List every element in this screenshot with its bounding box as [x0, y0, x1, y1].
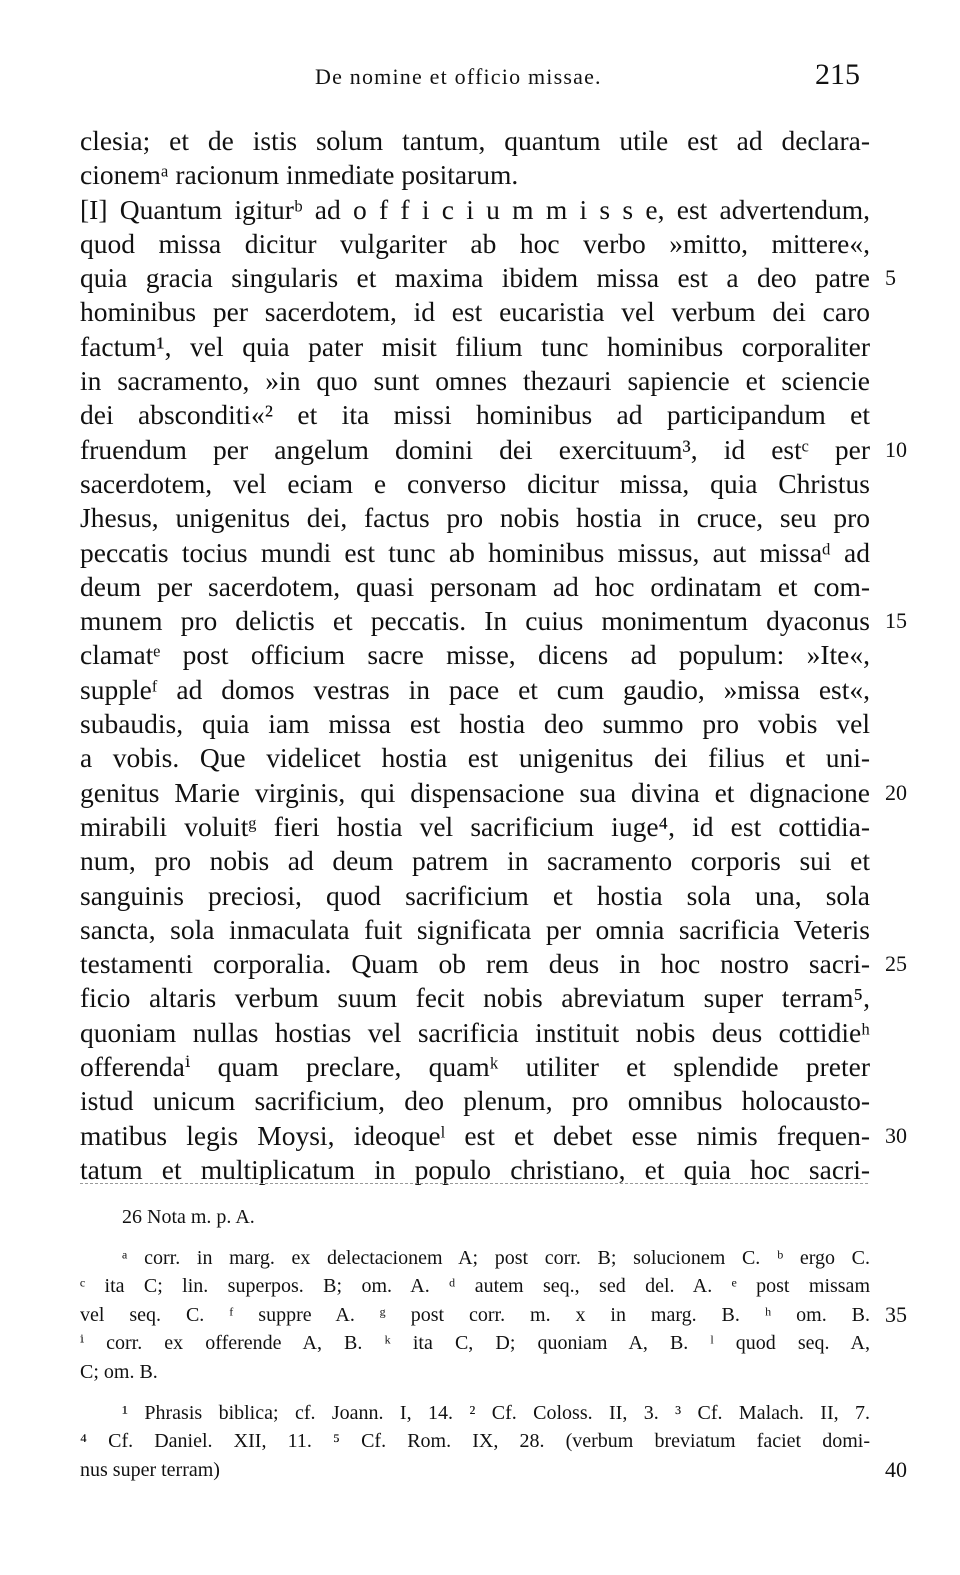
text-line — [80, 1016, 870, 1050]
text-line — [80, 124, 870, 158]
text-line-content: mirabili voluitᵍ fieri hostia vel sacrificium iuge⁴, id est cottidia- — [80, 810, 870, 842]
apparatus-line — [80, 1399, 870, 1428]
line-number: 30 — [885, 1122, 907, 1148]
running-head-title: De nomine et officio missae. — [315, 64, 602, 89]
text-line — [80, 261, 896, 295]
text-line — [80, 879, 870, 913]
line-number: 10 — [885, 436, 907, 462]
text-line-content: sanguinis preciosi, quod sacrificium et hostia sola una, sola — [80, 879, 870, 911]
text-line-content: subaudis, quia iam missa est hostia deo summo pro vobis vel — [80, 708, 870, 740]
text-line — [80, 810, 870, 844]
text-line-content: tatum et multiplicatum in populo christiano, et quia hoc sacri- — [80, 1153, 870, 1185]
apparatus-gap — [80, 1232, 870, 1244]
text-line-content: Jhesus, unigenitus dei, factus pro nobis hostia in cruce, seu pro — [80, 502, 870, 534]
text-line-content: matibus legis Moysi, ideoqueˡ est et debet esse nimis frequen- — [80, 1119, 870, 1151]
text-line-content: quia gracia singularis et maxima ibidem missa est a deo patre — [80, 262, 870, 294]
text-line — [80, 501, 870, 535]
text-line-content: quod missa dicitur vulgariter ab hoc verbo »mitto, mittere«, — [80, 227, 870, 259]
text-line — [80, 1084, 870, 1118]
text-line — [80, 158, 870, 192]
text-line — [80, 981, 870, 1015]
apparatus-line — [80, 1427, 870, 1456]
text-line — [80, 741, 870, 775]
apparatus-line-content: ⁴ Cf. Daniel. XII, 11. ⁵ Cf. Rom. IX, 28. (verbum breviatum faciet domi- — [80, 1430, 870, 1453]
text-line-content: hominibus per sacerdotem, id est eucaristia vel verbum dei caro — [80, 296, 870, 328]
text-line-content: suppleᶠ ad domos vestras in pace et cum gaudio, »missa est«, — [80, 673, 870, 705]
text-line — [80, 467, 870, 501]
line-number: 25 — [885, 951, 907, 977]
text-line — [80, 227, 870, 261]
text-line-content: sacerdotem, vel eciam e converso dicitur missa, quia Christus — [80, 467, 870, 499]
text-line — [80, 433, 907, 467]
text-line — [80, 776, 907, 810]
apparatus-line-content: ᵃ corr. in marg. ex delectacionem A; post corr. B; solucionem C. ᵇ ergo C. — [122, 1246, 870, 1269]
apparatus-line — [80, 1272, 870, 1301]
text-line — [80, 604, 907, 638]
text-line — [80, 638, 870, 672]
footnote-separator — [80, 1183, 868, 1184]
text-line-content: istud unicum sacrificium, deo plenum, pro omnibus holocausto- — [80, 1085, 870, 1117]
text-line-content: num, pro nobis ad deum patrem in sacramento corporis sui et — [80, 845, 870, 877]
apparatus-line — [80, 1203, 870, 1232]
line-number: 5 — [885, 265, 896, 291]
main-text — [80, 124, 907, 1187]
text-line-content: munem pro delictis et peccatis. In cuius monimentum dyaconus — [80, 605, 870, 637]
text-line — [80, 364, 870, 398]
apparatus-line-content: ⁱ corr. ex offerende A, B. ᵏ ita C, D; quoniam A, B. ˡ quod seq. A, — [80, 1332, 870, 1355]
apparatus-line — [80, 1244, 870, 1273]
text-line-content: a vobis. Que videlicet hostia est unigenitus dei filius et uni- — [80, 742, 870, 774]
text-line-content: fruendum per angelum domini dei exercituum³, id estᶜ per — [80, 433, 870, 465]
text-line-content: sancta, sola inmaculata fuit significata per omnia sacrificia Veteris — [80, 913, 870, 945]
text-line-content: clamatᵉ post officium sacre misse, dicens ad populum: »Ite«, — [80, 639, 870, 671]
text-line — [80, 193, 870, 227]
text-line-content: peccatis tocius mundi est tunc ab hominibus missus, aut missaᵈ ad — [80, 536, 870, 568]
text-line — [80, 398, 870, 432]
apparatus-line-content: ¹ Phrasis biblica; cf. Joann. I, 14. ² Cf. Coloss. II, 3. ³ Cf. Malach. II, 7. — [122, 1401, 870, 1424]
text-line — [80, 330, 870, 364]
apparatus-line-content: 26 Nota m. p. A. — [122, 1206, 255, 1228]
text-line-content: in sacramento, »in quo sunt omnes thezauri sapiencie et sciencie — [80, 365, 870, 397]
text-line — [80, 913, 870, 947]
apparatus-line — [80, 1301, 907, 1330]
text-line — [80, 673, 870, 707]
text-line-content: ficio altaris verbum suum fecit nobis abreviatum super terram⁵, — [80, 982, 870, 1014]
apparatus-line-content: vel seq. C. ᶠ suppre A. ᵍ post corr. m. x in marg. B. ʰ om. B. — [80, 1303, 870, 1326]
text-line-content: dei absconditi«² et ita missi hominibus ad participandum et — [80, 399, 870, 431]
text-line — [80, 947, 907, 981]
text-line-content: factum¹, vel quia pater misit filium tunc hominibus corporaliter — [80, 330, 870, 362]
line-number: 40 — [885, 1456, 907, 1482]
apparatus-line — [80, 1456, 907, 1485]
text-line — [80, 1119, 907, 1153]
text-line-content: clesia; et de istis solum tantum, quantum utile est ad declara- — [80, 125, 870, 156]
text-line — [80, 295, 870, 329]
apparatus-line-content: nus super terram) — [80, 1458, 220, 1481]
text-line — [80, 570, 870, 604]
text-line-content: [I] Quantum igiturᵇ ad o f f i c i u m m i s s e, est advertendum, — [80, 193, 870, 225]
text-line-content: genitus Marie virginis, qui dispensacione sua divina et dignacione — [80, 776, 870, 808]
text-line-content: deum per sacerdotem, quasi personam ad hoc ordinatam et com- — [80, 570, 870, 602]
text-line — [80, 844, 870, 878]
text-line — [80, 707, 870, 741]
line-number: 35 — [885, 1301, 907, 1327]
text-line-content: quoniam nullas hostias vel sacrificia instituit nobis deus cottidieʰ — [80, 1016, 870, 1048]
text-line-content: cionemᵃ racionum inmediate positarum. — [80, 159, 519, 191]
critical-apparatus — [80, 1203, 907, 1484]
text-line — [80, 536, 870, 570]
apparatus-gap — [80, 1387, 870, 1399]
apparatus-line — [80, 1329, 870, 1358]
text-line-content: offerendaⁱ quam preclare, quamᵏ utiliter et splendide preter — [80, 1051, 870, 1083]
page-number: 215 — [815, 58, 860, 91]
apparatus-line-content: C; om. B. — [80, 1360, 158, 1383]
line-number: 15 — [885, 608, 907, 634]
text-line-content: testamenti corporalia. Quam ob rem deus in hoc nostro sacri- — [80, 948, 870, 980]
apparatus-line — [80, 1358, 870, 1387]
line-number: 20 — [885, 779, 907, 805]
running-head — [0, 58, 960, 98]
text-line — [80, 1050, 870, 1084]
apparatus-line-content: ᶜ ita C; lin. superpos. B; om. A. ᵈ autem seq., sed del. A. ᵉ post missam — [80, 1275, 870, 1298]
